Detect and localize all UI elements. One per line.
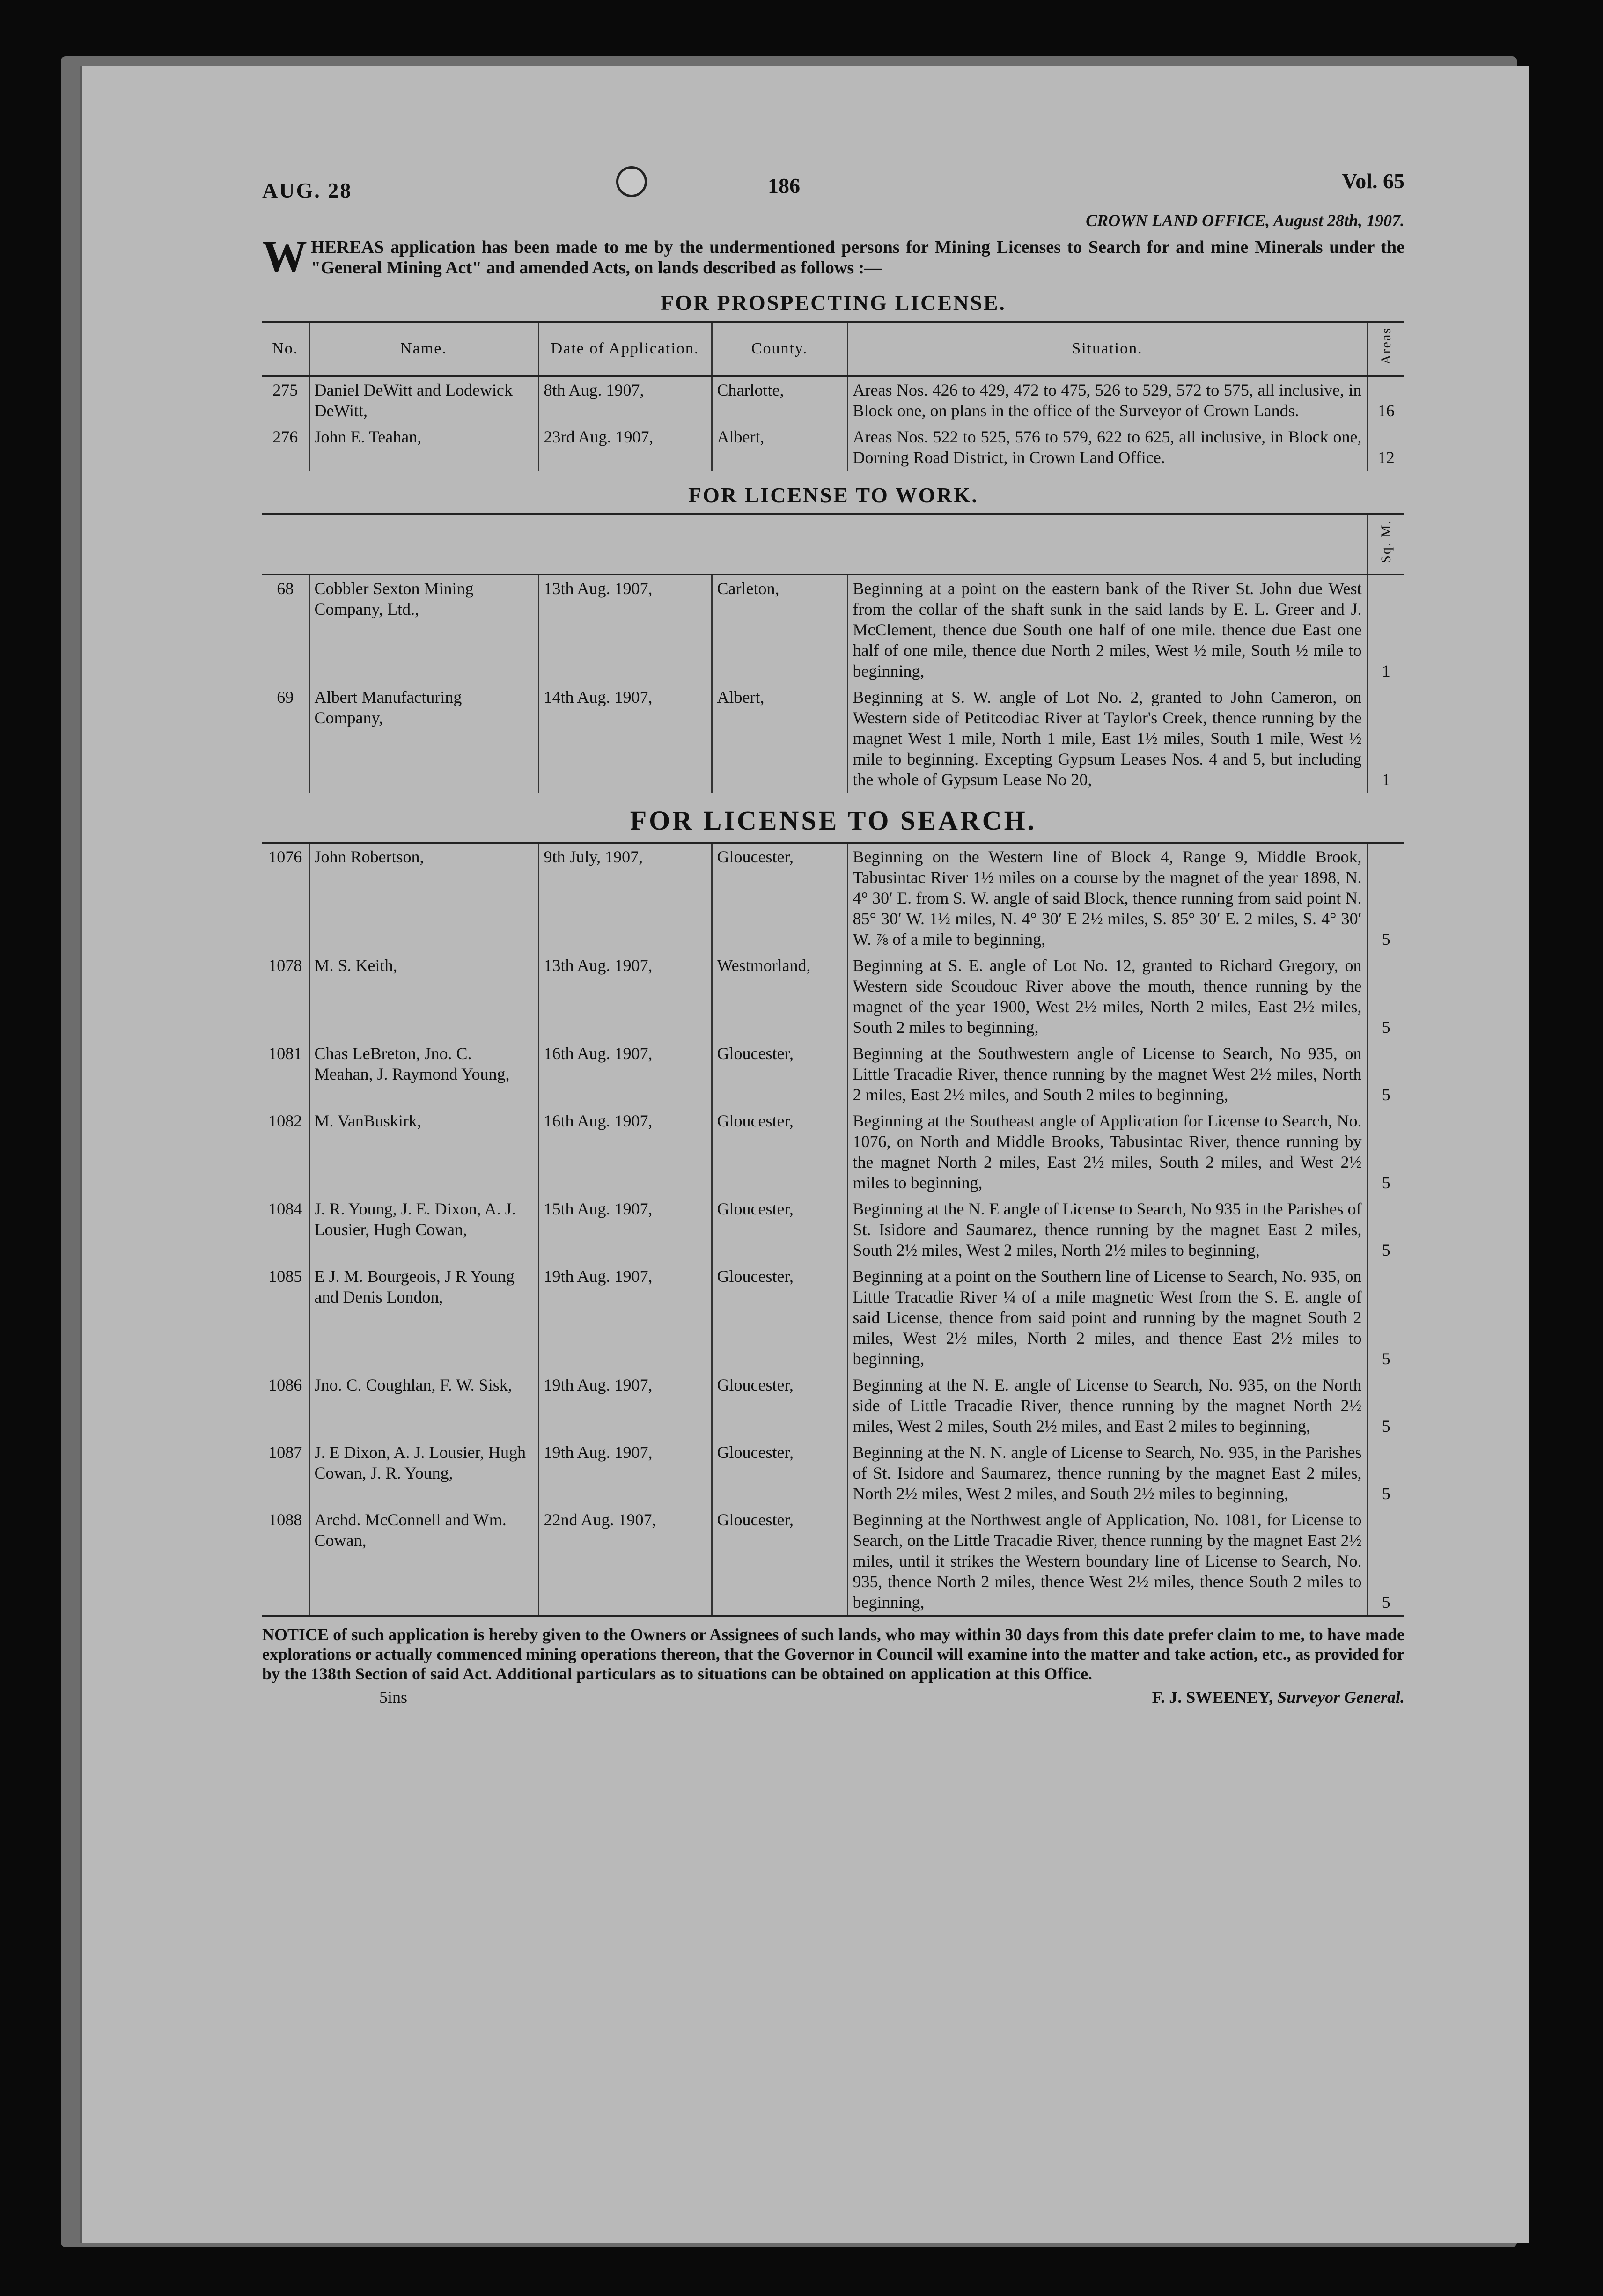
row-name: John E. Teahan, [309,424,538,471]
row-situation: Beginning at the Southwestern angle of License to Search, No 935, on Little Tracadie River, thence running by the magnet West 2½ miles, North 2 miles, East 2½ miles, and South 2 miles to beginning, [847,1040,1367,1108]
row-number: 276 [272,427,298,446]
row-name: J. E Dixon, A. J. Lousier, Hugh Cowan, J. R. Young, [309,1439,538,1507]
row-situation: Beginning at S. E. angle of Lot No. 12, granted to Richard Gregory, on Western side Scoudouc River above the mouth, thence running by the magnet of the year 1900, West 2½ miles, North 2 miles, East 2½ miles, South 2 miles to beginning, [847,952,1367,1040]
table-row [262,1108,1404,1196]
work-header-blank [847,514,1367,574]
row-county: Gloucester, [712,1108,847,1196]
volume-number: Vol. 65 [1342,169,1404,193]
col-name: Name. [309,322,538,376]
row-name: Albert Manufacturing Company, [309,684,538,793]
col-sqm [1367,514,1404,574]
row-date: 23rd Aug. 1907, [538,424,712,471]
col-sqm-label: Sq. M. [1378,519,1394,563]
row-number: 69 [277,687,294,706]
col-areas [1367,322,1404,376]
row-name: Daniel DeWitt and Lodewick DeWitt, [309,376,538,424]
search-table [262,842,1404,1617]
row-date: 13th Aug. 1907, [538,952,712,1040]
row-county: Gloucester, [712,843,847,952]
signer-title: Surveyor General. [1277,1687,1404,1707]
row-number: 1088 [268,1510,302,1529]
row-number: 275 [272,380,298,399]
row-name: E J. M. Bourgeois, J R Young and Denis London, [309,1263,538,1372]
running-header [262,164,1404,206]
row-name: M. VanBuskirk, [309,1108,538,1196]
page-number: 186 [768,174,800,198]
row-name: J. R. Young, J. E. Dixon, A. J. Lousier, Hugh Cowan, [309,1196,538,1263]
row-name: John Robertson, [309,843,538,952]
work-header-blank [262,514,309,574]
table-row [262,1439,1404,1507]
table-row [262,952,1404,1040]
row-situation: Beginning at a point on the eastern bank of the River St. John due West from the collar of the shaft sunk in the said lands by E. L. Greer and J. McClement, thence due South one half of one mile. thence due East one half of one mile, thence due North 2 miles, West ½ mile, South ½ mile to beginning, [847,574,1367,684]
row-area: 12 [1367,424,1404,471]
row-number: 1087 [268,1442,302,1462]
row-area: 5 [1367,1196,1404,1263]
row-situation: Beginning at the Southeast angle of Application for License to Search, No. 1076, on North and Middle Brooks, Tabusintac River, thence running by the magnet North 2 miles, East 2½ miles, South 2 miles, and West 2½ miles to beginning, [847,1108,1367,1196]
row-county: Gloucester, [712,1439,847,1507]
row-area: 5 [1367,1263,1404,1372]
intro-paragraph [262,231,1404,281]
row-situation: Beginning at S. W. angle of Lot No. 2, granted to John Cameron, on Western side of Petitcodiac River at Taylor's Creek, thence running by the magnet West 1 mile, North 1 mile, East 1½ miles, South 1 mile, West ½ mile to beginning. Excepting Gypsum Leases Nos. 4 and 5, but including the whole of Gypsum Lease No 20, [847,684,1367,793]
table-row [262,574,1404,684]
row-number: 68 [277,579,294,598]
row-area: 1 [1367,684,1404,793]
row-situation: Beginning at the Northwest angle of Application, No. 1081, for License to Search, on the Little Tracadie River, thence running by the magnet East 2½ miles, until it strikes the Western boundary line of License to Search, No. 935, thence North 2 miles, thence West 2½ miles, thence South 2 miles to beginning, [847,1507,1367,1616]
row-situation: Areas Nos. 522 to 525, 576 to 579, 622 to 625, all inclusive, in Block one, Dorning Road District, in Crown Land Office. [847,424,1367,471]
row-number: 1086 [268,1375,302,1394]
notice-paragraph: NOTICE of such application is hereby given to the Owners or Assignees of such lands, who may within 30 days from this date prefer claim to me, to have made explorations or actually commenced mining operations thereon, that the Governor in Council will examine into the matter and take action, etc., as provided for by the 138th Section of said Act. Additional particulars as to situations can be obtained on application at this Office. [262,1625,1404,1683]
work-header-row [262,514,1404,574]
row-county: Carleton, [712,574,847,684]
row-situation: Beginning at a point on the Southern line of License to Search, No. 935, on Little Tracadie River ¼ of a mile magnetic West from the S. E. angle of said License, thence from said point and running by the magnet South 2 miles, West 2½ miles, North 2 miles, and thence East 2½ miles to beginning, [847,1263,1367,1372]
table-row [262,424,1404,471]
table-row [262,1507,1404,1616]
insertion-code: 5ins [379,1687,408,1707]
row-number: 1084 [268,1199,302,1218]
table-row [262,843,1404,952]
row-name: Cobbler Sexton Mining Company, Ltd., [309,574,538,684]
row-area: 1 [1367,574,1404,684]
row-name: Jno. C. Coughlan, F. W. Sisk, [309,1372,538,1439]
table-row [262,376,1404,424]
row-date: 16th Aug. 1907, [538,1040,712,1108]
table-row [262,1196,1404,1263]
row-county: Westmorland, [712,952,847,1040]
table-row [262,1040,1404,1108]
row-number: 1085 [268,1266,302,1286]
prospecting-table [262,321,1404,471]
row-county: Charlotte, [712,376,847,424]
row-date: 16th Aug. 1907, [538,1108,712,1196]
row-date: 15th Aug. 1907, [538,1196,712,1263]
row-date: 14th Aug. 1907, [538,684,712,793]
drop-cap: W [262,231,307,281]
table-row [262,1263,1404,1372]
row-area: 5 [1367,1372,1404,1439]
prospecting-title: FOR PROSPECTING LICENSE. [661,291,1006,315]
row-situation: Beginning at the N. E angle of License to Search, No 935 in the Parishes of St. Isidore and Saumarez, thence running by the magnet East 2 miles, South 2½ miles, West 2 miles, North 2½ miles to beginning, [847,1196,1367,1263]
row-date: 19th Aug. 1907, [538,1263,712,1372]
row-county: Albert, [712,684,847,793]
work-header-blank [309,514,538,574]
row-area: 5 [1367,1439,1404,1507]
work-header-blank [538,514,712,574]
row-county: Gloucester, [712,1040,847,1108]
row-date: 9th July, 1907, [538,843,712,952]
row-area: 5 [1367,1108,1404,1196]
row-county: Gloucester, [712,1507,847,1616]
col-no: No. [262,322,309,376]
row-county: Gloucester, [712,1263,847,1372]
row-area: 5 [1367,952,1404,1040]
row-county: Gloucester, [712,1196,847,1263]
col-date: Date of Application. [538,322,712,376]
page-content [262,164,1404,1714]
row-situation: Beginning at the N. E. angle of License to Search, No. 935, on the North side of Little Tracadie River, thence running by the magnet North 2½ miles, West 2 miles, South 2½ miles, and East 2 miles to beginning, [847,1372,1367,1439]
col-situation: Situation. [847,322,1367,376]
row-area: 5 [1367,1040,1404,1108]
row-date: 19th Aug. 1907, [538,1372,712,1439]
row-number: 1082 [268,1111,302,1130]
row-county: Albert, [712,424,847,471]
row-number: 1076 [262,843,309,952]
signature [1152,1687,1404,1707]
intro-text: HEREAS application has been made to me by the undermentioned persons for Mining Licenses to Search for and mine Minerals under the "General Mining Act" and amended Acts, on lands described as follows :— [311,237,1404,278]
table-row [262,1372,1404,1439]
footer [262,1685,1404,1714]
work-table [262,513,1404,793]
row-area: 5 [1367,1507,1404,1616]
row-county: Gloucester, [712,1372,847,1439]
row-date: 8th Aug. 1907, [538,376,712,424]
office-dateline: CROWN LAND OFFICE, August 28th, 1907. [1086,211,1404,230]
header-date: AUG. 28 [262,178,353,202]
search-title: FOR LICENSE TO SEARCH. [630,805,1037,836]
row-area: 16 [1367,376,1404,424]
prospecting-header-row [262,322,1404,376]
row-name: Archd. McConnell and Wm. Cowan, [309,1507,538,1616]
row-number: 1081 [268,1044,302,1063]
row-name: M. S. Keith, [309,952,538,1040]
row-situation: Beginning on the Western line of Block 4, Range 9, Middle Brook, Tabusintac River 1½ miles on a course by the magnet of the year 1898, N. 4° 30′ E. from S. W. angle of said Block, thence running from said point N. 85° 30′ W. 1½ miles, N. 4° 30′ E 2½ miles, S. 85° 30′ E. 2 miles, S. 4° 30′ W. ⅞ of a mile to beginning, [847,843,1367,952]
row-situation: Beginning at the N. N. angle of License to Search, No. 935, in the Parishes of St. Isidore and Saumarez, thence running by the magnet East 2 miles, North 2½ miles, West 2 miles, and South 2½ miles to beginning, [847,1439,1367,1507]
row-date: 19th Aug. 1907, [538,1439,712,1507]
table-row [262,684,1404,793]
col-areas-label: Areas [1378,327,1394,365]
row-date: 13th Aug. 1907, [538,574,712,684]
row-date: 22nd Aug. 1907, [538,1507,712,1616]
row-area: 5 [1367,843,1404,952]
signer-name: F. J. SWEENEY, [1152,1687,1273,1707]
row-number: 1078 [268,956,302,975]
work-header-blank [712,514,847,574]
col-county: County. [712,322,847,376]
row-situation: Areas Nos. 426 to 429, 472 to 475, 526 to 529, 572 to 575, all inclusive, in Block one, on plans in the office of the Surveyor of Crown Lands. [847,376,1367,424]
row-name: Chas LeBreton, Jno. C. Meahan, J. Raymond Young, [309,1040,538,1108]
work-title: FOR LICENSE TO WORK. [688,483,978,507]
